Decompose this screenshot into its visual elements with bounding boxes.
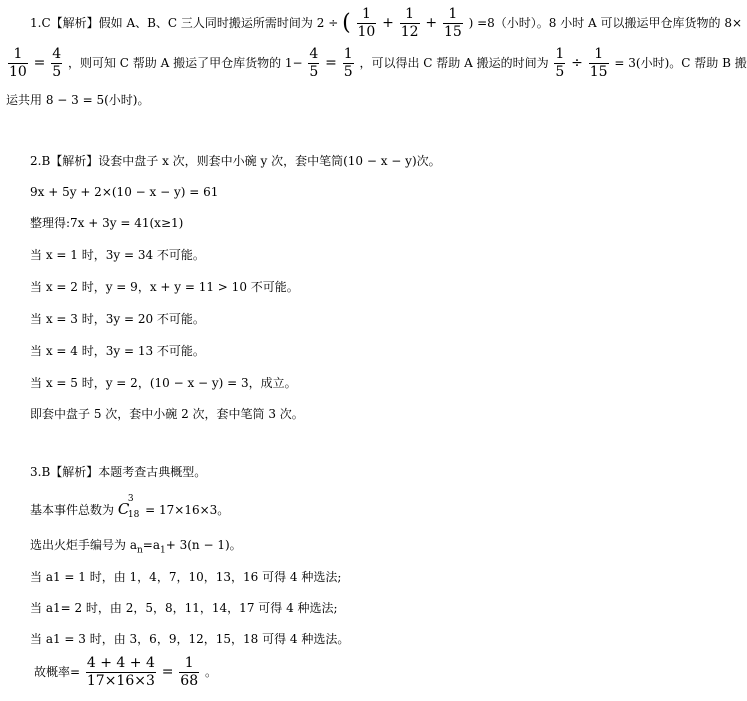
q2-line-3: 整理得:7x + 3y = 41(x≥1) [30, 216, 184, 230]
q1-line-1 [30, 6, 742, 41]
fraction: $\frac{4 + 4 + 4}{17\times 16\times 3}$ [86, 655, 155, 689]
q3-line-3 [30, 539, 242, 555]
q1-text: ，可以得出 C 帮助 A 搬运的时间为 [359, 56, 549, 70]
fraction: $\frac{1}{15}$ [443, 6, 462, 40]
q2-line-1: 2.B【解析】设套中盘子 x 次，则套中小碗 y 次，套中笔筒(10 − x − y)次。 [30, 154, 441, 168]
divide-sign: ÷ [571, 55, 583, 71]
equals-sign: = [33, 55, 46, 71]
q3-line-4: 当 a1 = 1 时，由 1，4，7，10，13，16 可得 4 种选法; [30, 570, 342, 584]
fraction: $\frac{4}{5}$ [52, 46, 62, 80]
q3-text: =a [142, 538, 160, 552]
q3-line-5: 当 a1= 2 时，由 2，5，8，11，14，17 可得 4 种选法; [30, 601, 338, 615]
q3-text: + 3(n − 1)。 [165, 538, 242, 552]
q3-line-7 [34, 655, 217, 690]
q1-line-2 [6, 46, 747, 81]
q3-text: = 17×16×3。 [145, 503, 230, 517]
q1-text: 1.C【解析】假如 A、B、C 三人同时搬运所需时间为 2 ÷ [30, 16, 339, 30]
q3-line-2 [30, 494, 230, 520]
q3-text: 故概率= [34, 665, 81, 679]
q1-text: ) =8（小时）。8 小时 A 可以搬运甲仓库货物的 8× [468, 16, 743, 30]
fraction: $\frac{1}{68}$ [180, 655, 199, 689]
q1-line-3: 运共用 8 − 3 = 5(小时)。 [6, 93, 150, 107]
q2-line-8: 当 x = 5 时，y = 2，(10 − x − y) = 3，成立。 [30, 376, 297, 390]
q2-line-2: 9x + 5y + 2×(10 − x − y) = 61 [30, 185, 219, 199]
fraction: $\frac{1}{5}$ [555, 46, 565, 80]
combination-symbol: C 3 18 [117, 494, 140, 520]
q3-text: 。 [204, 665, 217, 679]
q2-line-9: 即套中盘子 5 次，套中小碗 2 次，套中笔筒 3 次。 [30, 407, 304, 421]
equals-sign: = [325, 55, 337, 71]
q3-text: 基本事件总数为 [30, 503, 115, 517]
q1-text: = 3(小时)。C 帮助 B 搬 [614, 56, 747, 70]
subscript: 1 [160, 545, 166, 556]
q2-line-4: 当 x = 1 时，3y = 34 不可能。 [30, 248, 205, 262]
q3-text: 选出火炬手编号为 a [30, 538, 137, 552]
subscript: n [136, 545, 143, 556]
q2-line-6: 当 x = 3 时，3y = 20 不可能。 [30, 312, 205, 326]
q2-line-7: 当 x = 4 时，3y = 13 不可能。 [30, 344, 205, 358]
fraction: $\frac{4}{5}$ [309, 46, 319, 80]
open-paren: ( [342, 10, 351, 36]
plus-sign: + [425, 15, 438, 31]
equals-sign: = [161, 664, 174, 680]
fraction: $\frac{1}{12}$ [400, 6, 419, 40]
fraction: $\frac{1}{10}$ [9, 46, 27, 80]
fraction: $\frac{1}{5}$ [343, 46, 353, 80]
q3-line-1: 3.B【解析】本题考查古典概型。 [30, 465, 207, 479]
fraction: $\frac{1}{10}$ [357, 6, 376, 40]
q2-line-5: 当 x = 2 时，y = 9，x + y = 11 > 10 不可能。 [30, 280, 299, 294]
q3-line-6: 当 a1 = 3 时，由 3，6，9，12，15，18 可得 4 种选法。 [30, 632, 350, 646]
fraction: $\frac{1}{15}$ [589, 46, 608, 80]
plus-sign: + [382, 15, 394, 31]
q1-text: ，则可知 C 帮助 A 搬运了甲仓库货物的 1− [67, 56, 303, 70]
